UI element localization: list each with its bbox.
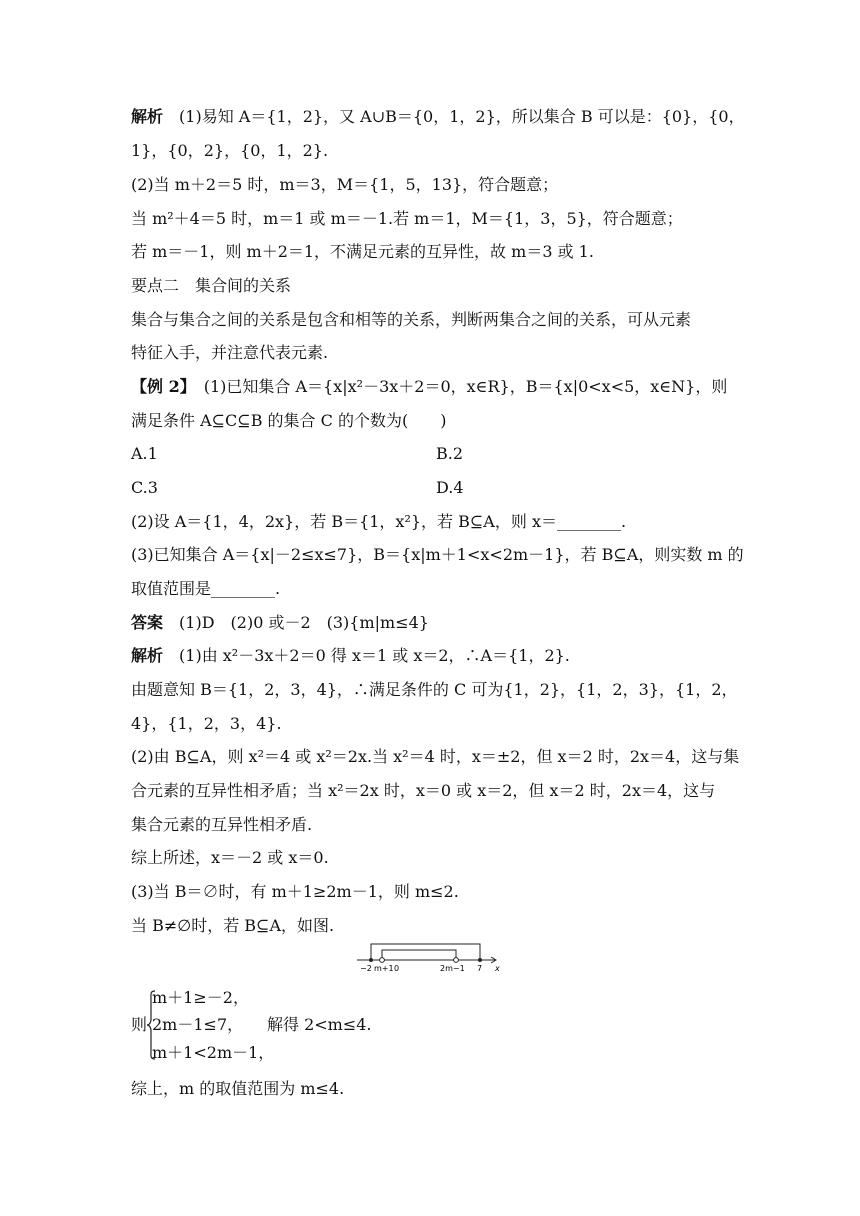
line-1-text: (1)易知 A＝{1，2}，又 A∪B＝{0，1，2}，所以集合 B 可以是：{0}，{0， <box>179 107 745 126</box>
line-22: (3)当 B＝∅时，有 m＋1≥2m－1，则 m≤2. <box>131 882 459 901</box>
line-12: (3)已知集合 A＝{x|－2≤x≤7}，B＝{x|m＋1<x<2m－1}，若 B⊆A，则实数 m 的 <box>131 545 744 564</box>
point-2m-minus-1 <box>454 958 459 963</box>
label-0: 0 <box>394 964 400 973</box>
option-b: B.2 <box>436 444 464 463</box>
section-heading: 要点二 集合间的关系 <box>131 276 292 295</box>
label-neg2: −2 <box>360 964 372 973</box>
point-neg2 <box>369 958 373 962</box>
point-m-plus-1 <box>380 958 385 963</box>
system-prefix: 则 <box>131 1015 148 1034</box>
label-x: x <box>495 964 500 973</box>
example-line <box>131 377 727 397</box>
example-label: 【例 2】 <box>131 377 188 396</box>
answer-text: (1)D (2)0 或－2 (3){m|m≤4} <box>179 613 429 632</box>
option-a: A.1 <box>131 444 158 463</box>
line-18: (2)由 B⊆A，则 x²＝4 或 x²＝2x.当 x²＝4 时，x＝±2，但 x＝2 时，2x＝4，这与集 <box>131 747 740 766</box>
line-13: 取值范围是________. <box>131 579 281 598</box>
example-text: (1)已知集合 A＝{x|x²－3x＋2＝0，x∈R}，B＝{x|0<x<5，x∈N}，则 <box>203 377 728 396</box>
point-7 <box>478 958 482 962</box>
interval-b-bracket <box>382 950 456 960</box>
line-21: 综上所述，x＝－2 或 x＝0. <box>131 848 329 867</box>
number-line-figure <box>355 940 505 976</box>
line-10: 满足条件 A⊆C⊆B 的集合 C 的个数为( ) <box>131 411 447 430</box>
line-17: 4}，{1，2，3，4}. <box>131 714 282 733</box>
line-5: 若 m＝－1，则 m＋2＝1，不满足元素的互异性，故 m＝3 或 1. <box>131 242 594 261</box>
answer-line <box>131 613 429 633</box>
line-8: 特征入手，并注意代表元素. <box>131 343 329 362</box>
system-eq-1: m＋1≥－2， <box>152 988 249 1007</box>
line-23: 当 B≠∅时，若 B⊆A，如图. <box>131 916 335 935</box>
line-2: 1}，{0，2}，{0，1，2}. <box>131 141 329 160</box>
system-result: 解得 2<m≤4. <box>267 1015 372 1034</box>
system-eq-2: 2m－1≤7， <box>152 1015 244 1034</box>
analysis-line <box>131 646 570 666</box>
line-1 <box>131 107 745 127</box>
analysis-label: 解析 <box>131 646 164 665</box>
answer-label: 答案 <box>131 613 164 632</box>
option-d: D.4 <box>436 478 464 497</box>
line-4: 当 m²＋4＝5 时，m＝1 或 m＝－1.若 m＝1，M＝{1，3，5}，符合题意； <box>131 209 683 228</box>
line-16: 由题意知 B＝{1，2，3，4}，∴满足条件的 C 可为{1，2}，{1，2，3}，{1，2， <box>131 680 738 699</box>
line-3: (2)当 m＋2＝5 时，m＝3，M＝{1，5，13}，符合题意； <box>131 175 559 194</box>
jiexi-label: 解析 <box>131 107 164 126</box>
system-eq-3: m＋1<2m－1， <box>152 1043 275 1062</box>
analysis-text: (1)由 x²－3x＋2＝0 得 x＝1 或 x＝2，∴A＝{1，2}. <box>179 646 570 665</box>
interval-a-bracket <box>371 944 480 960</box>
option-c: C.3 <box>131 478 158 497</box>
line-24: 综上，m 的取值范围为 m≤4. <box>131 1079 345 1098</box>
line-7: 集合与集合之间的关系是包含和相等的关系，判断两集合之间的关系，可从元素 <box>131 310 692 329</box>
label-7: 7 <box>477 964 483 973</box>
label-m-plus-1: m+1 <box>374 964 394 973</box>
label-2m-minus-1: 2m−1 <box>440 964 465 973</box>
line-20: 集合元素的互异性相矛盾. <box>131 815 313 834</box>
line-19: 合元素的互异性相矛盾；当 x²＝2x 时，x＝0 或 x＝2，但 x＝2 时，2x＝4，这与 <box>131 781 716 800</box>
line-11: (2)设 A＝{1，4，2x}，若 B＝{1，x²}，若 B⊆A，则 x＝________. <box>131 512 627 531</box>
